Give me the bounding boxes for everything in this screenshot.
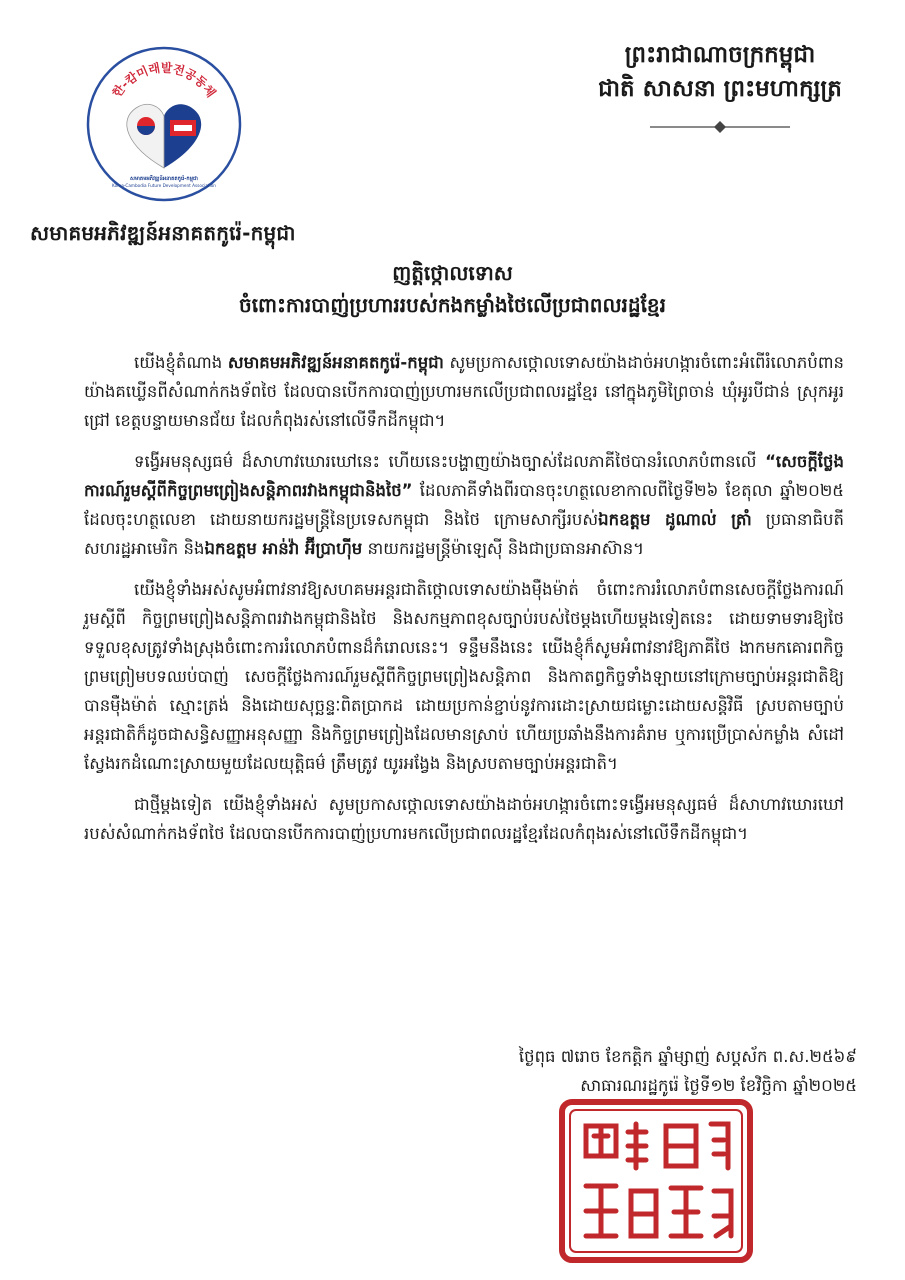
solar-date: សាធារណរដ្ឋកូរ៉េ ថ្ងៃទី១២ ខែវិច្ឆិកា ឆ្នាំ២០២៥ [580,1076,857,1095]
logo-caption-km: សមាគមអភិវឌ្ឍន៍អនាគតកូរ៉េ-កម្ពុជា [130,176,198,182]
person-name-trump: ឯកឧត្តម ដូណាល់ ត្រាំ [598,510,752,529]
document-subtitle: ចំពោះការបាញ់ប្រហាររបស់កងកម្លាំងថៃលើប្រជាពលរដ្ឋខ្មែរ [239,293,666,317]
lunar-date: ថ្ងៃពុធ ៧រោច ខែកត្តិក ឆ្នាំម្សាញ់ សប្តស័ក ព.ស.២៥៦៩ [518,1047,857,1066]
kingdom-header [560,38,880,136]
document-title: ញត្តិថ្កោលទោស [392,261,513,285]
national-motto: ជាតិ សាសនា ព្រះមហាក្សត្រ [598,76,842,102]
ornament-divider-icon [630,118,810,136]
org-name: សមាគមអភិវឌ្ឍន៍អនាគតកូរ៉េ-កម្ពុជា [30,221,296,245]
org-name-inline: សមាគមអភិវឌ្ឍន៍អនាគតកូរ៉េ-កម្ពុជា [227,353,444,372]
logo-caption-en: Korea-Cambodia Future Development Association [112,183,216,188]
official-seal-icon [556,1096,756,1266]
date-block [519,1042,857,1100]
paragraph-2: ទង្វើអមនុស្សធម៌ ដ៏សាហាវឃោរឃៅនេះ ហើយនេះបង្ហាញយ៉ាងច្បាស់ដែលភាគីថៃបានរំលោភបំពានលើ “សេចក្តីថ្លែងការណ៍រួមស្តីពីកិច្ចព្រមព្រៀងសន្តិភាពរវាងកម្ពុជានិងថៃ” ដែលភាគីទាំងពីរបានចុះហត្ថលេខាកាលពីថ្ងៃទី២៦ ខែតុលា ឆ្នាំ២០២៥ ដែលចុះហត្ថលេខា ដោយនាយករដ្ឋមន្ត្រីនៃប្រទេសកម្ពុជា និងថៃ ក្រោមសាក្សីរបស់ឯកឧត្តម ដូណាល់ ត្រាំ ប្រធានាធិបតីសហរដ្ឋអាមេរិក និងឯកឧត្តម អាន់វ៉ា អ៊ីប្រាហ៊ីម នាយករដ្ឋមន្ត្រីម៉ាឡេស៊ី និងជាប្រធានអាស៊ាន។ [84,452,844,558]
document-body [84,348,844,860]
person-name-anwar: ឯកឧត្តម អាន់វ៉ា អ៊ីប្រាហ៊ីម [204,539,363,558]
declaration-name: “សេចក្តីថ្លែងការណ៍រួមស្តីពីកិច្ចព្រមព្រៀងសន្តិភាពរវាងកម្ពុជានិងថៃ” [84,452,844,500]
paragraph-3: យើងខ្ញុំទាំងអស់សូមអំពាវនាវឱ្យសហគមអន្តរជាតិថ្កោលទោសយ៉ាងម៉ឺងម៉ាត់ ចំពោះការរំលោភបំពានសេចក្តីថ្លែងការណ៍រួមស្តីពី កិច្ចព្រមព្រៀងសន្តិភាពរវាងកម្ពុជានិងថៃ និងសកម្មភាពខុសច្បាប់របស់ថៃម្តងហើយម្តងទៀតនេះ ដោយទាមទារឱ្យថៃទទួលខុសត្រូវទាំងស្រុងចំពោះការរំលោភបំពានដ៏កំរោលនេះ។ ទន្ទឹមនឹងនេះ យើងខ្ញុំក៏សូមអំពាវនាវឱ្យភាគីថៃ ងាកមកគោរពកិច្ចព្រមព្រៀមបទឈប់បាញ់ សេចក្តីថ្លែងការណ៍រួមស្តីពីកិច្ចព្រមព្រៀងសន្តិភាព និងកាតព្វកិច្ចទាំងឡាយនៅក្រោមច្បាប់អន្តរជាតិឱ្យបានម៉ឺងម៉ាត់ ស្មោះត្រង់ និងដោយសុច្ឆន្ទៈពិតប្រាកដ ដោយប្រកាន់ខ្ជាប់នូវការដោះស្រាយជម្លោះដោយសន្តិវិធី ស្របតាមច្បាប់អន្តរជាតិក៏ដូចជាសន្ធិសញ្ញាអនុសញ្ញា និងកិច្ចព្រមព្រៀងដែលមានស្រាប់ ហើយប្រឆាំងនឹងការគំរាម ឬការប្រើប្រាស់កម្លាំង សំដៅស្វែងរកដំណោះស្រាយមួយដែលយុត្តិធម៌ ត្រឹមត្រូវ យូរអង្វែង និងស្របតាមច្បាប់អន្តរជាតិ។ [84,580,844,773]
logo-arc-text: 한-캄미래발전공동체 [109,60,219,100]
paragraph-4: ជាថ្មីម្តងទៀត យើងខ្ញុំទាំងអស់ សូមប្រកាសថ្កោលទោសយ៉ាងដាច់អហង្ការចំពោះទង្វើអមនុស្សធម៌ ដ៏សាហាវឃោរឃៅរបស់សំណាក់កងទ័ពថៃ ដែលបានបើកការបាញ់ប្រហារមកលើប្រជាពលរដ្ឋខ្មែរដែលកំពុងរស់នៅលើទឹកដីកម្ពុជា។ [84,795,844,843]
paragraph-1: យើងខ្ញុំតំណាង សមាគមអភិវឌ្ឍន៍អនាគតកូរ៉េ-កម្ពុជា សូមប្រកាសថ្កោលទោសយ៉ាងដាច់អហង្ការចំពោះអំពើរំលោភបំពានយ៉ាងគឃ្លើនពីសំណាក់កងទ័ពថៃ ដែលបានបើកការបាញ់ប្រហារមកលើប្រជាពលរដ្ឋខ្មែរ នៅក្នុងភូមិព្រៃចាន់ ឃុំអូរបីជាន់ ស្រុកអូរជ្រៅ ខេត្តបន្ទាយមានជ័យ ដែលកំពុងរស់នៅលើទឹកដីកម្ពុជា។ [84,353,845,430]
kingdom-name: ព្រះរាជាណាចក្រកម្ពុជា [624,42,816,68]
association-logo [86,46,242,202]
